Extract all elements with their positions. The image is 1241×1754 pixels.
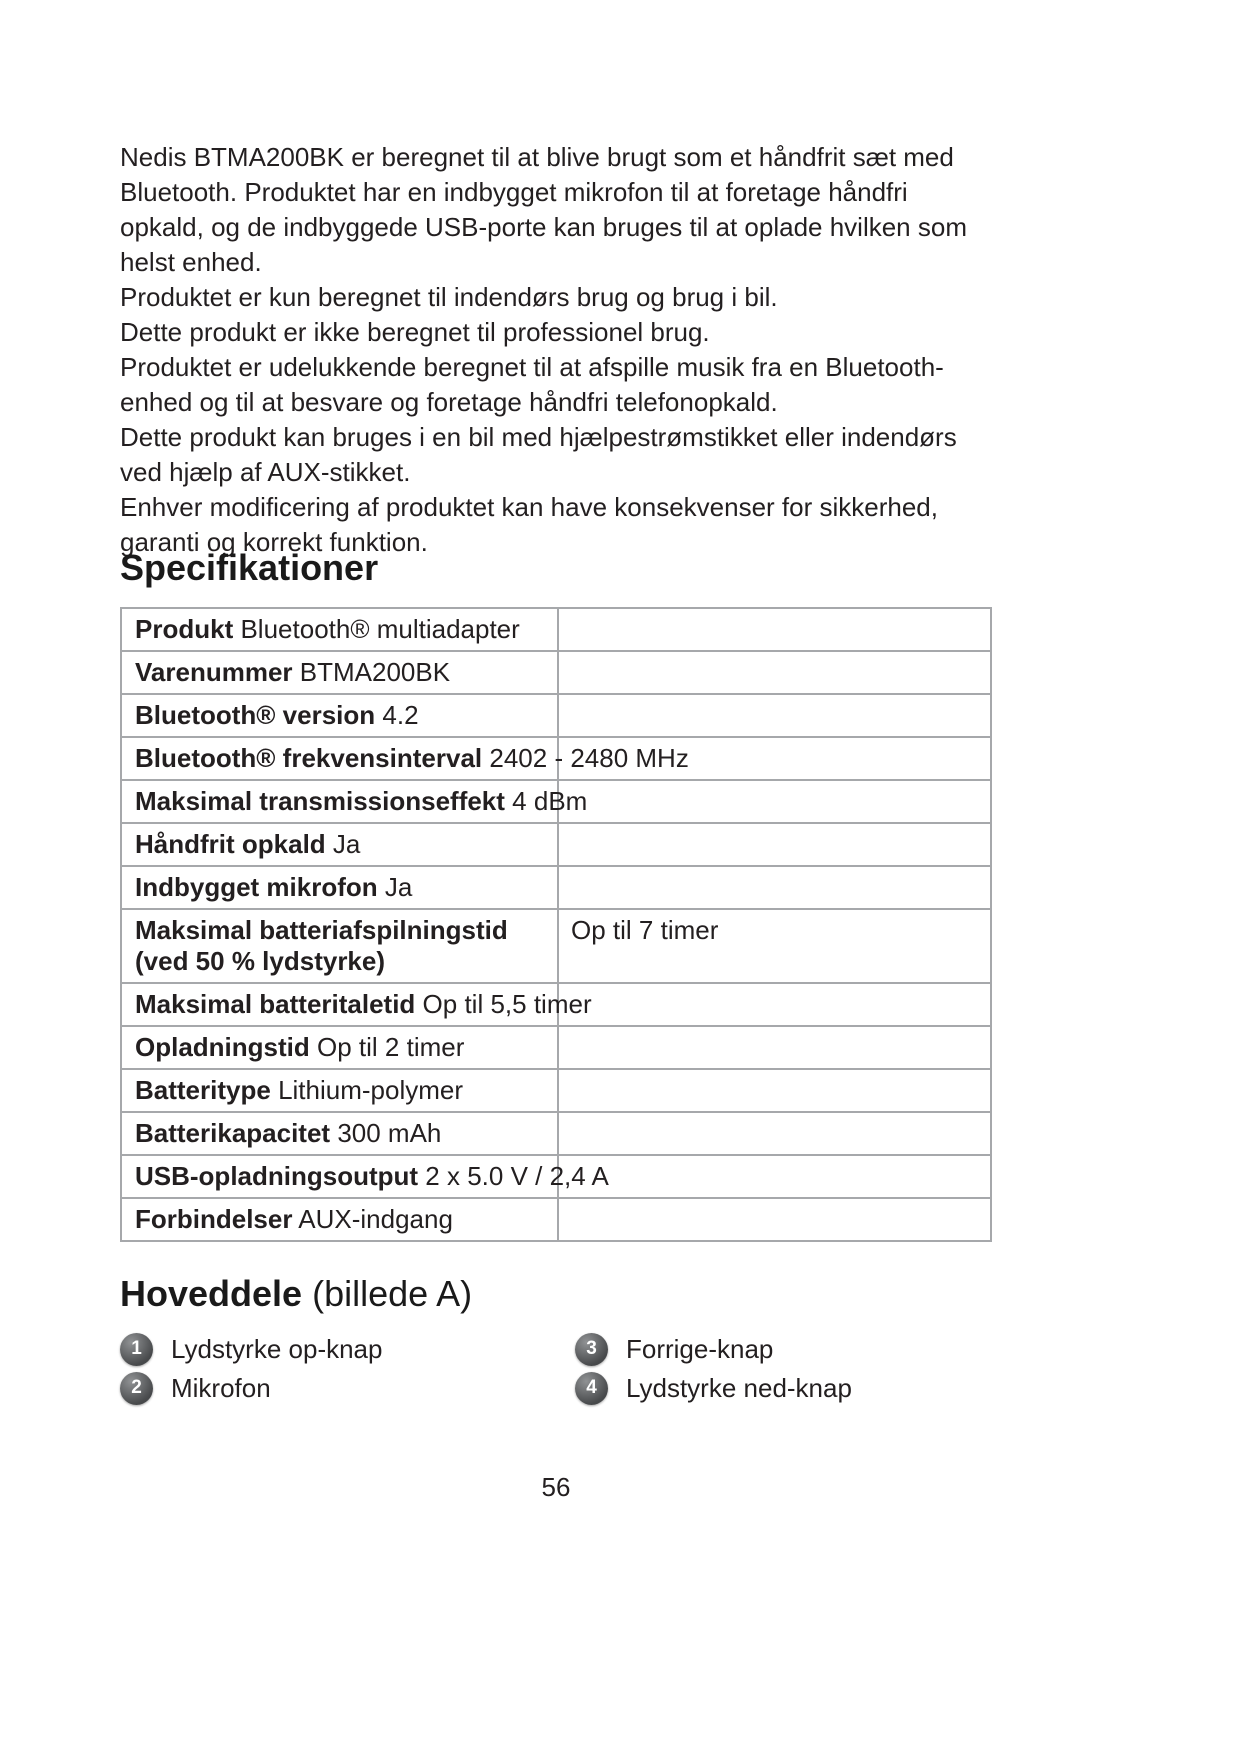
paragraph: Dette produkt er ikke beregnet til professionel brug. (120, 317, 710, 347)
main-parts-list (120, 1332, 992, 1405)
main-parts-heading (120, 1272, 472, 1316)
table-column-divider (557, 652, 559, 693)
spec-label: Indbygget mikrofon (135, 872, 378, 902)
intro-paragraphs (120, 140, 995, 560)
page-number: 56 (541, 1472, 571, 1502)
spec-table-row (122, 910, 990, 984)
spec-label: Forbindelser (135, 1204, 293, 1234)
spec-label: USB-opladningsoutput (135, 1161, 419, 1191)
table-column-divider (557, 1199, 559, 1240)
spec-cell-left (135, 657, 553, 688)
spec-label: Maksimal batteritaletid (135, 989, 416, 1019)
spec-table-row (122, 824, 990, 867)
spec-cell-left (135, 614, 553, 645)
spec-table-row (122, 609, 990, 652)
list-item (120, 1332, 575, 1366)
spec-table-row (122, 781, 990, 824)
paragraph: Enhver modificering af produktet kan have konsekvenser for sikkerhed, garanti og korrekt funktion. (120, 492, 938, 557)
spec-label: Opladningstid (135, 1032, 310, 1062)
numbered-badge-icon: 3 (575, 1333, 608, 1366)
spec-value: AUX-indgang (298, 1204, 453, 1234)
spec-cell-left (135, 700, 553, 731)
spec-table-row (122, 984, 990, 1027)
list-item (575, 1371, 992, 1405)
spec-value: BTMA200BK (299, 657, 451, 687)
spec-cell-left (135, 1075, 553, 1106)
spec-cell-left (135, 915, 553, 977)
spec-cell-left (135, 829, 553, 860)
spec-label: Maksimal transmissionseffekt (135, 786, 505, 816)
paragraph: Dette produkt kan bruges i en bil med hjælpestrømstikket eller indendørs ved hjælp af AUX-stikket. (120, 422, 957, 487)
spec-value: 2 x 5.0 V / 2,4 A (425, 1161, 609, 1191)
spec-cell-left (135, 1118, 553, 1149)
spec-table-row (122, 1070, 990, 1113)
spec-cell-left (135, 1161, 609, 1192)
part-label: Lydstyrke ned-knap (626, 1373, 852, 1403)
main-parts-title: Hoveddele (120, 1273, 303, 1314)
spec-value: 300 mAh (337, 1118, 442, 1148)
spec-cell-left (135, 743, 689, 774)
paragraph: Nedis BTMA200BK er beregnet til at blive brugt som et håndfrit sæt med Bluetooth. Produktet har en indbygget mikrofon til at foretage håndfri opkald, og de indbyggede USB-porte kan bruges til at oplade hvilken som helst enhed. (120, 142, 967, 277)
spec-table-row (122, 1113, 990, 1156)
spec-label: Bluetooth® frekvensinterval (135, 743, 483, 773)
list-item (120, 1371, 575, 1405)
spec-cell-left (135, 872, 553, 903)
spec-table-row (122, 652, 990, 695)
spec-cell-left (135, 989, 592, 1020)
spec-value: 4.2 (382, 700, 419, 730)
spec-cell-left (135, 1204, 553, 1235)
paragraph: Produktet er kun beregnet til indendørs brug og brug i bil. (120, 282, 778, 312)
spec-value: Lithium-polymer (278, 1075, 464, 1105)
table-column-divider (557, 1027, 559, 1068)
spec-value: Bluetooth® multiadapter (240, 614, 520, 644)
table-column-divider (557, 867, 559, 908)
spec-label: Håndfrit opkald (135, 829, 326, 859)
spec-value: Ja (332, 829, 361, 859)
spec-table-row (122, 1027, 990, 1070)
main-parts-subtitle: (billede A) (312, 1273, 473, 1314)
spec-value: 2402 - 2480 MHz (489, 743, 689, 773)
spec-value: 4 dBm (512, 786, 588, 816)
paragraph: Produktet er udelukkende beregnet til at afspille musik fra en Bluetooth-enhed og til at besvare og foretage håndfri telefonopkald. (120, 352, 944, 417)
spec-label: Batterikapacitet (135, 1118, 331, 1148)
specifications-heading: Specifikationer (120, 547, 379, 588)
table-column-divider (557, 1113, 559, 1154)
table-column-divider (557, 609, 559, 650)
spec-cell-right: Op til 7 timer (571, 915, 719, 945)
numbered-badge-icon: 2 (120, 1372, 153, 1405)
spec-value: Op til 2 timer (317, 1032, 465, 1062)
spec-label: Batteritype (135, 1075, 271, 1105)
spec-table-row (122, 695, 990, 738)
part-label: Lydstyrke op-knap (171, 1334, 383, 1364)
list-item (575, 1332, 992, 1366)
table-column-divider (557, 1070, 559, 1111)
numbered-badge-icon: 4 (575, 1372, 608, 1405)
part-label: Forrige-knap (626, 1334, 774, 1364)
spec-table-row (122, 867, 990, 910)
spec-label: Varenummer (135, 657, 293, 687)
spec-value: Op til 5,5 timer (422, 989, 592, 1019)
spec-table-row (122, 1199, 990, 1240)
spec-label: Produkt (135, 614, 234, 644)
spec-table-row (122, 1156, 990, 1199)
spec-cell-left (135, 1032, 553, 1063)
specifications-table (120, 607, 992, 1242)
spec-table-row (122, 738, 990, 781)
spec-label: Bluetooth® version (135, 700, 376, 730)
part-label: Mikrofon (171, 1373, 271, 1403)
numbered-badge-icon: 1 (120, 1333, 153, 1366)
spec-cell-left (135, 786, 588, 817)
spec-value: Ja (384, 872, 413, 902)
table-column-divider (557, 910, 559, 982)
table-column-divider (557, 824, 559, 865)
table-column-divider (557, 695, 559, 736)
spec-label: Maksimal batteriafspilningstid (ved 50 % lydstyrke) (135, 915, 508, 976)
